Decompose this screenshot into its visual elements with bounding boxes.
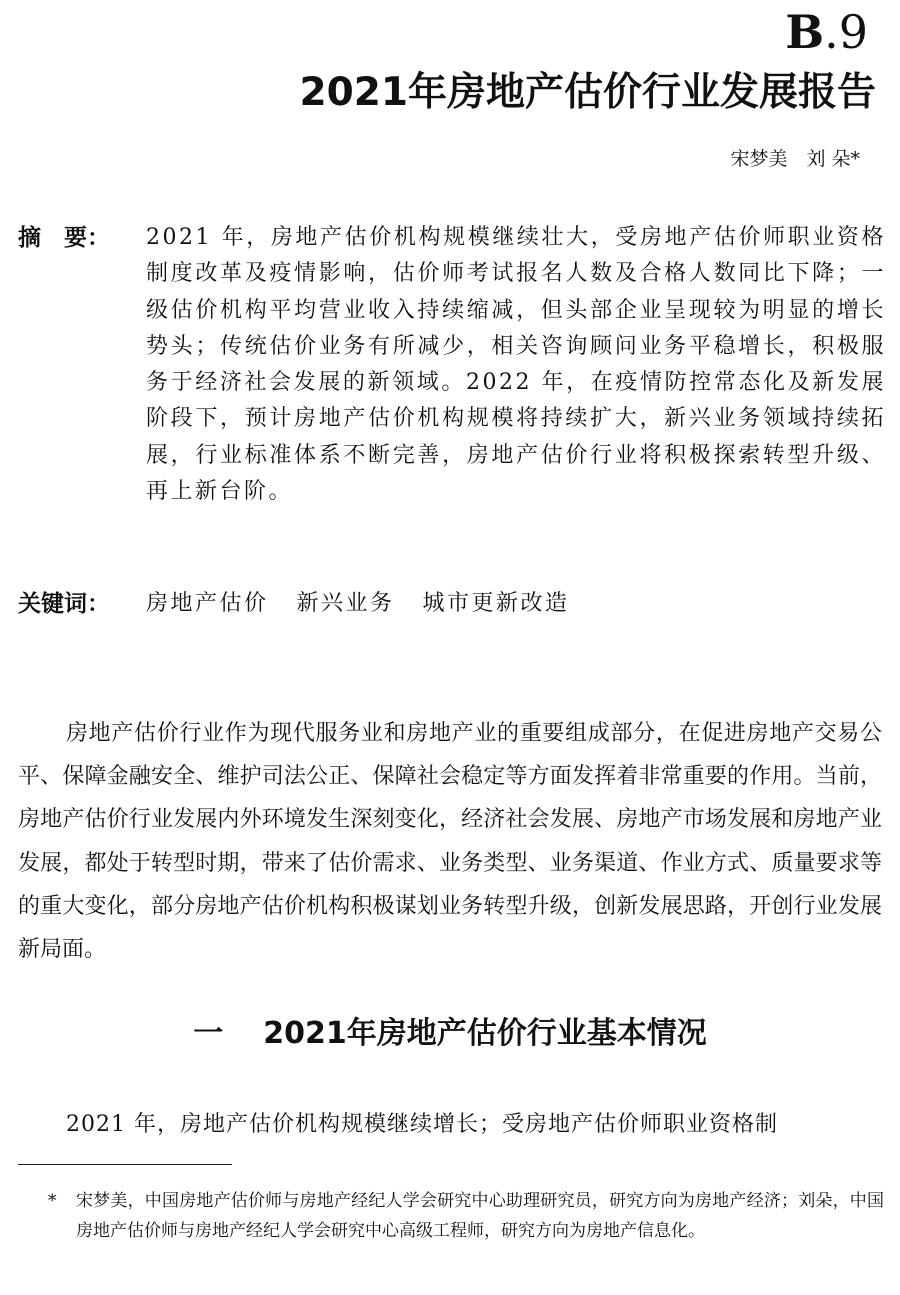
footnote-text: 宋梦美，中国房地产估价师与房地产经纪人学会研究中心助理研究员，研究方向为房地产经济；刘朵，中国房地产估价师与房地产经纪人学会研究中心高级工程师，研究方向为房地产信息化。 (76, 1191, 884, 1241)
chapter-number (785, 4, 868, 60)
footnote-mark: * (48, 1191, 57, 1211)
keyword-item: 城市更新改造 (422, 591, 570, 616)
abstract-label: 摘 要： (18, 225, 110, 251)
keywords-list (146, 586, 598, 622)
section-paragraph: 2021 年，房地产估价机构规模继续增长；受房地产估价师职业资格制 (66, 1112, 778, 1137)
report-title: 2021年房地产估价行业发展报告 (299, 70, 876, 115)
authors: 宋梦美 刘 朵* (730, 148, 860, 170)
section-heading (0, 1010, 900, 1058)
chapter-digit: .9 (824, 5, 868, 59)
keyword-item: 房地产估价 (146, 591, 269, 616)
abstract-text: 2021 年，房地产估价机构规模继续壮大，受房地产估价师职业资格制度改革及疫情影响，估价师考试报名人数及合格人数同比下降；一级估价机构平均营业收入持续缩减，但头部企业呈现较为明显的增长势头；传统估价业务有所减少，相关咨询顾问业务平稳增长，积极服务于经济社会发展的新领域。2022 年，在疫情防控常态化及新发展阶段下，预计房地产估价机构规模将持续扩大，新兴业务领域持续拓展，行业标准体系不断完善，房地产估价行业将积极探索转型升级、再上新台阶。 (146, 225, 886, 505)
chapter-letter: B (785, 5, 825, 59)
section-title: 2021年房地产估价行业基本情况 (263, 1016, 707, 1051)
section-number: 一 (193, 1016, 224, 1051)
keywords-label: 关键词： (18, 591, 110, 617)
intro-paragraph: 房地产估价行业作为现代服务业和房地产业的重要组成部分，在促进房地产交易公平、保障金融安全、维护司法公正、保障社会稳定等方面发挥着非常重要的作用。当前，房地产估价行业发展内外环境发生深刻变化，经济社会发展、房地产市场发展和房地产业发展，都处于转型时期，带来了估价需求、业务类型、业务渠道、作业方式、质量要求等的重大变化，部分房地产估价机构积极谋划业务转型升级，创新发展思路，开创行业发展新局面。 (18, 721, 882, 963)
keyword-item: 新兴业务 (296, 591, 395, 616)
footnote-divider (18, 1164, 232, 1165)
